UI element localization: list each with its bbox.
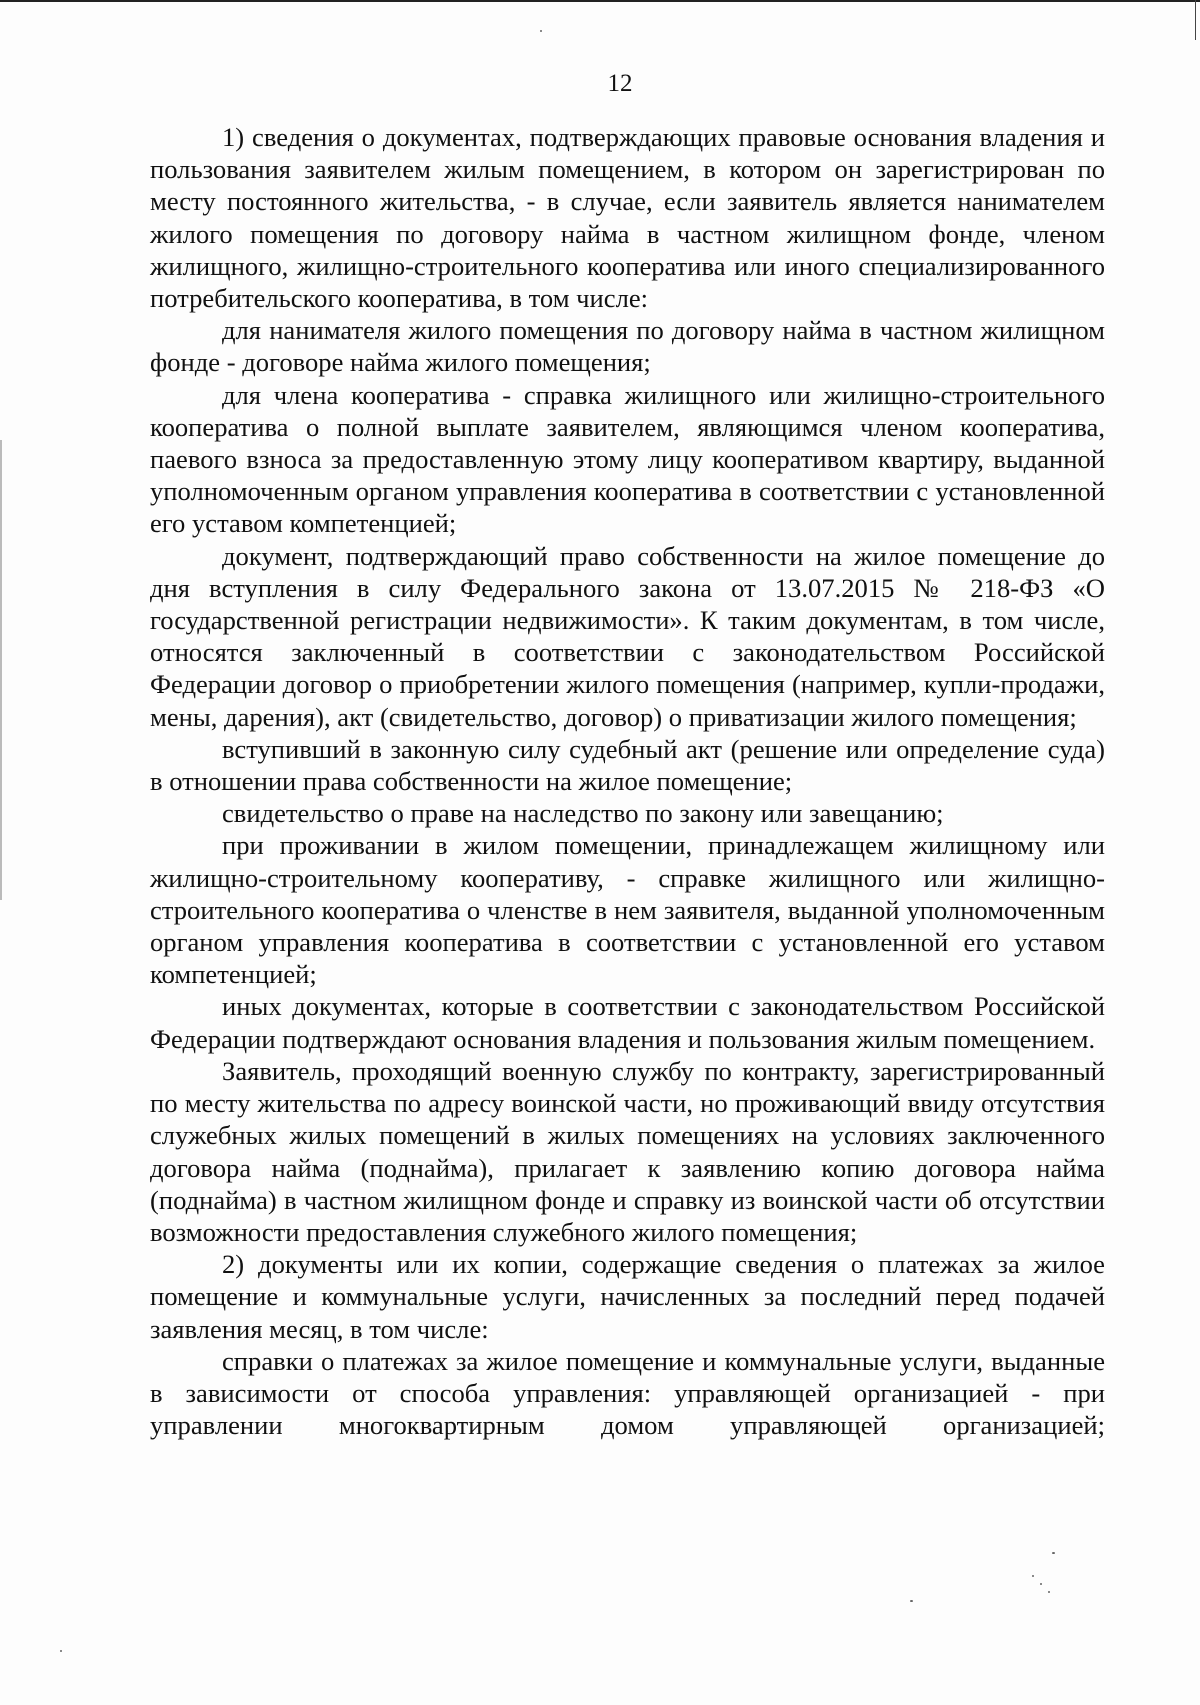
scan-edge-left: [0, 440, 2, 900]
scan-speck: [1040, 1583, 1042, 1585]
scan-speck: [540, 30, 542, 32]
scan-speck: [1052, 1552, 1055, 1554]
page-number: 12: [607, 70, 633, 97]
scan-edge-top: [0, 0, 1200, 2]
paragraph-military-applicant: Заявитель, проходящий военную службу по контракту, зарегистрированный по месту жительства по адресу воинской части, но проживающий ввиду отсутствия служебных жилых помещений в жилых помещениях на условиях заключенного договора найма (поднайма), прилагает к заявлению копию договора найма (поднайма) в частном жилищном фонде и справку из воинской части об отсутствии возможности предоставления служебного жилого помещения;: [150, 1055, 1105, 1247]
paragraph-court-act: вступивший в законную силу судебный акт (решение или определение суда) в отношении права собственности на жилое помещение;: [150, 733, 1105, 797]
paragraph-other-documents: иных документах, которые в соответствии с законодательством Российской Федерации подтверждают основания владения и пользования жилым помещением.: [150, 991, 1105, 1054]
paragraph-inheritance: свидетельство о праве на наследство по закону или завещанию;: [222, 798, 944, 829]
scan-speck: [60, 1650, 62, 1652]
document-body: [150, 121, 1105, 1441]
paragraph-tenant-contract: для нанимателя жилого помещения по договору найма в частном жилищном фонде - договоре найма жилого помещения;: [150, 315, 1105, 378]
paragraph-ownership-document: документ, подтверждающий право собственности на жилое помещение до дня вступления в силу Федерального закона от 13.07.2015 № 218-ФЗ «О государственной регистрации недвижимости». К таким документам, в том числе, относятся заключенный в соответствии с законодательством Российской Федерации договор о приобретении жилого помещения (например, купли-продажи, мены, дарения), акт (свидетельство, договор) о приватизации жилого помещения;: [150, 540, 1105, 732]
paragraph-cooperative-residence: при проживании в жилом помещении, принадлежащем жилищному или жилищно-строительному кооперативу, - справке жилищного или жилищно-строительного кооператива о членстве в нем заявителя, выданной уполномоченным органом управления кооператива в соответствии с установленной его уставом компетенцией;: [150, 830, 1105, 990]
scan-speck: [1048, 1591, 1050, 1593]
paragraph-item-2-payments: 2) документы или их копии, содержащие сведения о платежах за жилое помещение и коммунальные услуги, начисленных за последний перед подачей заявления месяц, в том числе:: [150, 1249, 1105, 1344]
paragraph-cooperative-member: для члена кооператива - справка жилищного или жилищно-строительного кооператива о полной выплате заявителем, являющимся членом кооператива, паевого взноса за предоставленную этому лицу кооперативом квартиру, выданной уполномоченным органом управления кооператива в соответствии с установленной его уставом компетенцией;: [150, 379, 1105, 539]
scan-speck: [1032, 1575, 1034, 1577]
scan-edge-right: [1195, 0, 1196, 40]
scan-speck: [910, 1600, 913, 1602]
paragraph-item-1-intro: 1) сведения о документах, подтверждающих правовые основания владения и пользования заявителем жилым помещением, в котором он зарегистрирован по месту постоянного жительства, - в случае, если заявитель является нанимателем жилого помещения по договору найма в частном жилищном фонде, членом жилищного, жилищно-строительного кооператива или иного специализированного потребительского кооператива, в том числе:: [150, 122, 1105, 314]
paragraph-payment-certificates: справки о платежах за жилое помещение и коммунальные услуги, выданные в зависимости от способа управления: управляющей организацией - при управлении многоквартирным домом управляющей организацией;: [150, 1345, 1105, 1441]
